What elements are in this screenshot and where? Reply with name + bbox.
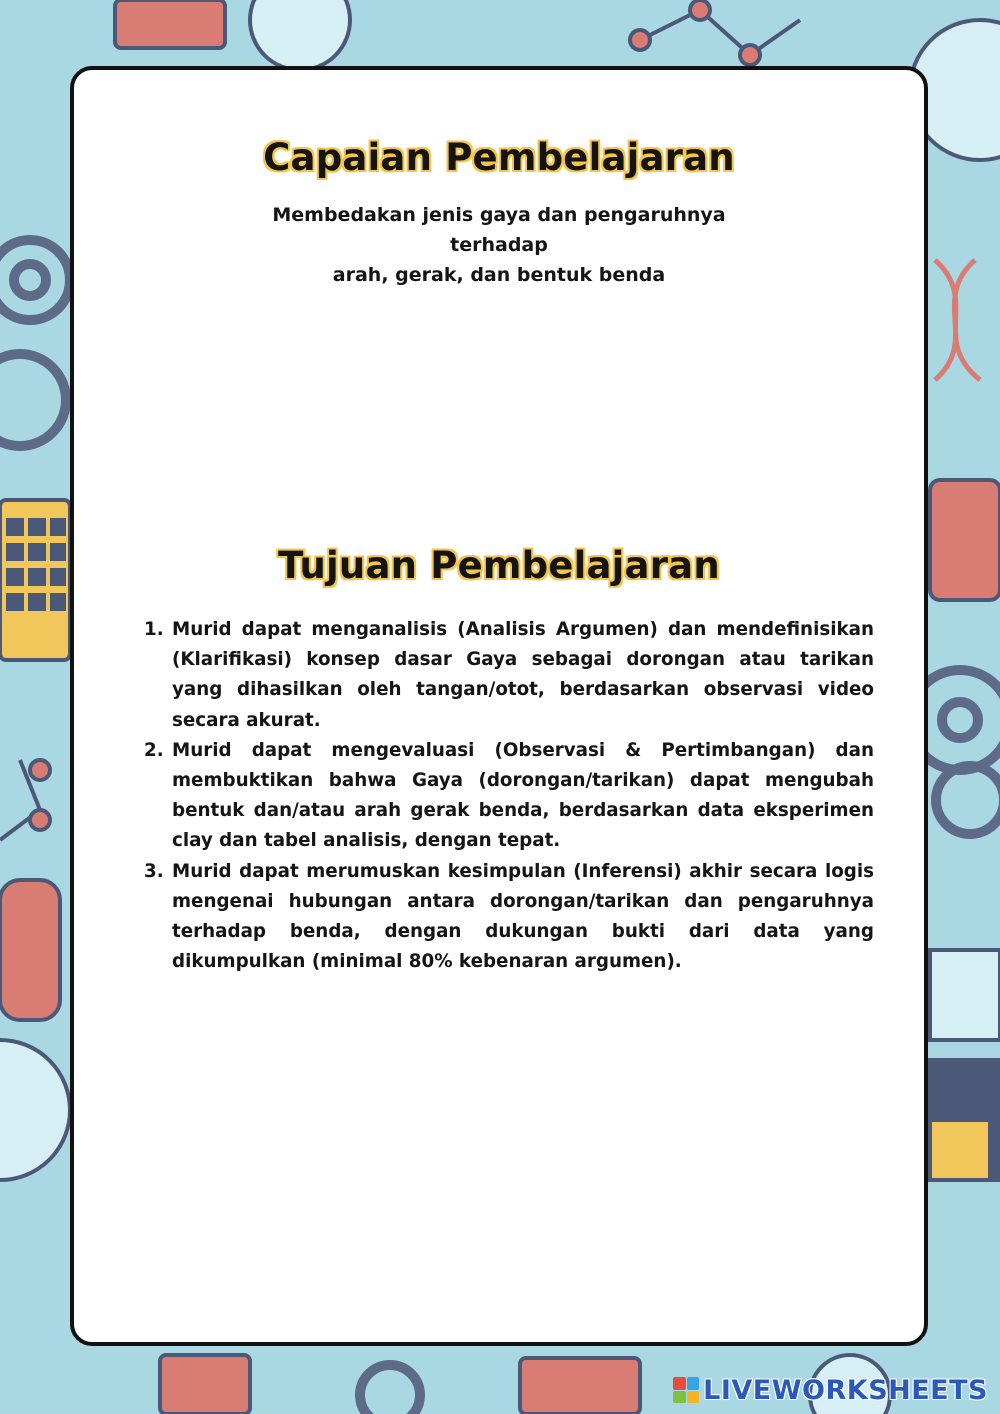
brand-text: LIVEWORKSHEETS bbox=[703, 1374, 988, 1406]
calculator-icon bbox=[0, 500, 70, 660]
tujuan-list bbox=[144, 615, 874, 977]
capaian-text bbox=[224, 200, 774, 290]
capaian-text-line1: Membedakan jenis gaya dan pengaruhnya terhadap bbox=[272, 204, 726, 256]
list-item bbox=[144, 857, 874, 978]
list-item-text: Murid dapat merumuskan kesimpulan (Inferensi) akhir secara logis mengenai hubungan antara dorongan/tarikan dan pengaruhnya terhadap benda, dengan dukungan bukti dari data yang dikumpulkan (minimal 80% kebenaran argumen). bbox=[172, 860, 874, 973]
list-item-text: Murid dapat menganalisis (Analisis Argumen) dan mendefinisikan (Klarifikasi) konsep dasar Gaya sebagai dorongan atau tarikan yang dihasilkan oleh tangan/otot, berdasarkan observasi video secara akurat. bbox=[172, 619, 874, 731]
liveworksheets-logo-icon bbox=[673, 1377, 699, 1403]
list-item-number: 1. bbox=[144, 619, 164, 640]
list-item-number: 3. bbox=[144, 860, 164, 882]
capaian-title: Capaian Pembelajaran bbox=[263, 136, 735, 179]
worksheet-card bbox=[70, 66, 928, 1346]
laptop-icon bbox=[930, 950, 1000, 1180]
list-item bbox=[144, 736, 874, 857]
tujuan-title: Tujuan Pembelajaran bbox=[278, 544, 720, 587]
liveworksheets-brand[interactable] bbox=[673, 1374, 988, 1406]
capaian-text-line2: arah, gerak, dan bentuk benda bbox=[332, 264, 666, 286]
list-item-text: Murid dapat mengevaluasi (Observasi & Pertimbangan) dan membuktikan bahwa Gaya (dorongan/tarikan) dapat mengubah bentuk dan/atau arah gerak benda, berdasarkan data eksperimen clay dan tabel analisis, dengan tepat. bbox=[172, 739, 874, 852]
list-item bbox=[144, 615, 874, 736]
list-item-number: 2. bbox=[144, 739, 164, 761]
